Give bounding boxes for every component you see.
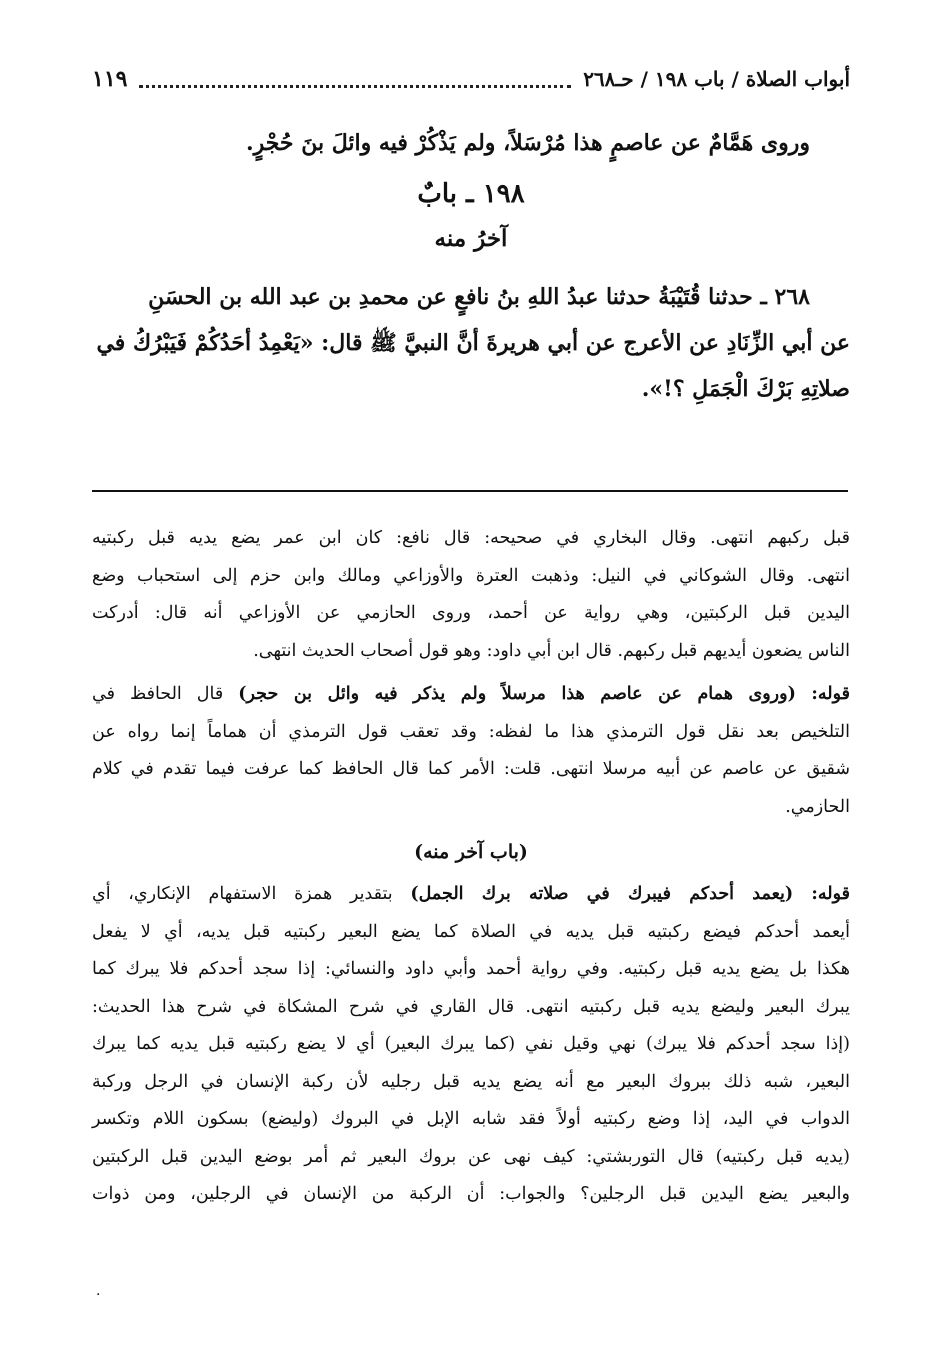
page-speck: ·: [96, 1287, 101, 1303]
commentary-paragraph-3: [92, 876, 850, 1214]
footnote-divider: [92, 490, 848, 492]
commentary-line: انتهى. وقال الشوكاني في النيل: وذهبت العترة والأوزاعي ومالك وابن حزم إلى استحباب وضع: [92, 565, 850, 586]
commentary-text: قال الحافظ في: [92, 684, 239, 704]
main-text: [92, 120, 850, 412]
chapter-subheading: آخرُ منه: [434, 225, 508, 252]
hadith-line-1: ٢٦٨ ـ حدثنا قُتَيْبَةُ حدثنا عبدُ اللهِ بنُ نافعٍ عن محمدِ بن عبد الله بن الحسَنِ: [148, 284, 810, 310]
quoted-text: قوله: (وروى همام عن عاصم هذا مرسلاً ولم يذكر فيه وائل بن حجر): [238, 684, 850, 704]
commentary-line: التلخيص بعد نقل قول الترمذي هذا ما لفظه: وقد تعقب قول الترمذي أن هماماً إنما رواه عن: [92, 721, 850, 742]
hadith-line-2: عن أبي الزِّنَادِ عن الأعرج عن أبي هريرةَ أنَّ النبيَّ ﷺ قال: «يَعْمِدُ أحَدُكُمْ فَيَبْرُكُ في: [96, 330, 850, 356]
commentary: [92, 520, 850, 1220]
commentary-paragraph-2: [92, 676, 850, 826]
hadith-line-3: صلاتِهِ بَرْكَ الْجَمَلِ ؟!».: [641, 376, 850, 402]
commentary-line: الدواب في اليد، إذا وضع ركبتيه أولاً فقد شابه الإبل في البروك (وليضع) بسكون اللام وتكسر: [92, 1109, 850, 1129]
commentary-line: أيعمد أحدكم فيضع ركبتيه قبل يديه في الصلاة كما يضع البعير ركبتيه قبل يديه، أي لا يفعل: [92, 921, 850, 942]
commentary-line: الناس يضعون أيديهم قبل ركبهم. قال ابن أبي داود: وهو قول أصحاب الحديث انتهى.: [253, 640, 850, 661]
commentary-line: شقيق عن عاصم عن أبيه مرسلا انتهى. قلت: الأمر كما قال الحافظ كما عرفت فيما تقدم في كلام: [92, 759, 850, 779]
commentary-line: والبعير يضع اليدين قبل الرجلين؟ والجواب: أن الركبة من الإنسان في الرجلين، ومن ذوات: [92, 1184, 850, 1204]
running-header: [92, 62, 850, 96]
commentary-line: [92, 876, 850, 914]
leader-dots: [139, 71, 571, 88]
commentary-line: [92, 676, 850, 714]
commentary-line: (يديه قبل ركبتيه) قال التوربشتي: كيف نهى عن بروك البعير ثم أمر بوضع اليدين قبل الركبتين: [92, 1146, 850, 1167]
page-number: ١١٩: [92, 66, 128, 92]
commentary-line: (إذا سجد أحدكم فلا يبرك) نهي وقيل نفي (كما يبرك البعير) أي لا يضع ركبتيه قبل يديه كما يبرك: [92, 1034, 850, 1054]
commentary-line: قبل ركبهم انتهى. وقال البخاري في صحيحه: قال نافع: كان ابن عمر يضع يديه قبل ركبتيه: [92, 528, 850, 548]
commentary-text: بتقدير همزة الاستفهام الإنكاري، أي: [92, 884, 411, 904]
commentary-paragraph-1: [92, 520, 850, 670]
commentary-line: البعير، شبه ذلك ببروك البعير مع أنه يضع يديه قبل رجليه لأن ركبة الإنسان في الرجل وركبة: [92, 1071, 850, 1092]
commentary-line: الحازمي.: [785, 796, 850, 817]
quoted-text: قوله: (يعمد أحدكم فيبرك في صلاته برك الجمل): [410, 884, 851, 904]
section-heading: (باب آخر منه): [414, 841, 528, 863]
book-page: [92, 52, 850, 1322]
commentary-line: اليدين قبل الركبتين، وهي رواية عن أحمد، وروى الحازمي عن الأوزاعي أنه قال: أدركت: [92, 603, 850, 623]
commentary-line: يبرك البعير وليضع يديه قبل ركبتيه انتهى. قال القاري في شرح المشكاة في شرح هذا الحديث:: [92, 996, 850, 1017]
chapter-heading: ١٩٨ ـ بابٌ: [417, 179, 525, 209]
commentary-line: هكذا بل يضع يديه قبل ركبتيه. وفي رواية أحمد وأبي داود والنسائي: إذا سجد أحدكم فلا يبرك كما: [92, 959, 850, 979]
intro-line: وروى هَمَّامٌ عن عاصمٍ هذا مُرْسَلاً، ولم يَذْكُرْ فيه وائلَ بنَ حُجْرٍ.: [245, 130, 810, 156]
running-header-title: أبواب الصلاة / باب ١٩٨ / حـ٢٦٨: [583, 67, 850, 91]
